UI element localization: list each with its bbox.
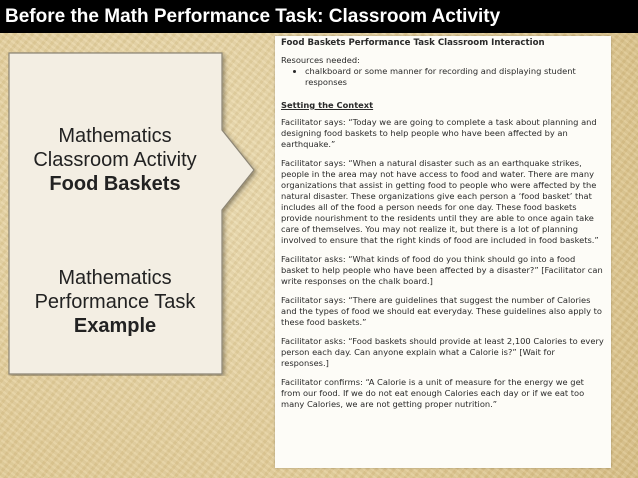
callout-box (8, 52, 266, 376)
activity-name: Food Baskets (49, 173, 181, 195)
resource-item: • chalkboard or some manner for recording and displaying student responses (305, 66, 605, 88)
task-type: Performance Task (34, 291, 196, 313)
task-name: Example (73, 315, 157, 337)
facilitator-paragraph: Facilitator confirms: “A Calorie is a unit of measure for the energy we get from our food. If we do not eat enough Calories each day or if we eat too many Calories, we are not getting proper nutrition.” (281, 377, 585, 409)
slide-title: Before the Math Performance Task: Classroom Activity (0, 0, 638, 33)
facilitator-paragraph: Facilitator says: “There are guidelines that suggest the number of Calories and the types of food we should eat everyday. These guidelines also apply to these food baskets.” (281, 295, 602, 327)
activity-label (8, 124, 222, 196)
activity-subject: Mathematics (58, 125, 172, 147)
task-subject: Mathematics (58, 267, 172, 289)
document-heading: Food Baskets Performance Task Classroom Interaction (281, 38, 545, 48)
facilitator-paragraph: Facilitator asks: “What kinds of food do you think should go into a food basket to help people who have been affected by a disaster?” [Facilitator can write responses on the chalk board.] (281, 254, 603, 286)
facilitator-paragraph: Facilitator says: “Today we are going to complete a task about planning and designing food baskets to help people who have been affected by an earthquake.” (281, 117, 597, 149)
resources-label: Resources needed: (281, 55, 360, 65)
activity-type: Classroom Activity (33, 149, 197, 171)
facilitator-paragraph: Facilitator asks: “Food baskets should provide at least 2,100 Calories to every person each day. Can anyone explain what a Calorie is?” [Wait for responses.] (281, 336, 604, 368)
document-excerpt (275, 36, 611, 468)
resources-list (281, 66, 605, 88)
facilitator-paragraph: Facilitator says: “When a natural disaster such as an earthquake strikes, people in the area may not have access to food and water. There are many organizations that assist in getting food to people who were affected by the natural disaster. These organizations give each person a ‘food basket’ that includes all of the food a person needs for one day. These food baskets provide nourishment to the residents until they are able to once again take care of themselves. You may not realize it, but there is a lot of planning involved to ensure that the right kinds of food are included in food baskets.” (281, 158, 599, 245)
section-title: Setting the Context (281, 100, 374, 110)
task-label (8, 266, 222, 338)
